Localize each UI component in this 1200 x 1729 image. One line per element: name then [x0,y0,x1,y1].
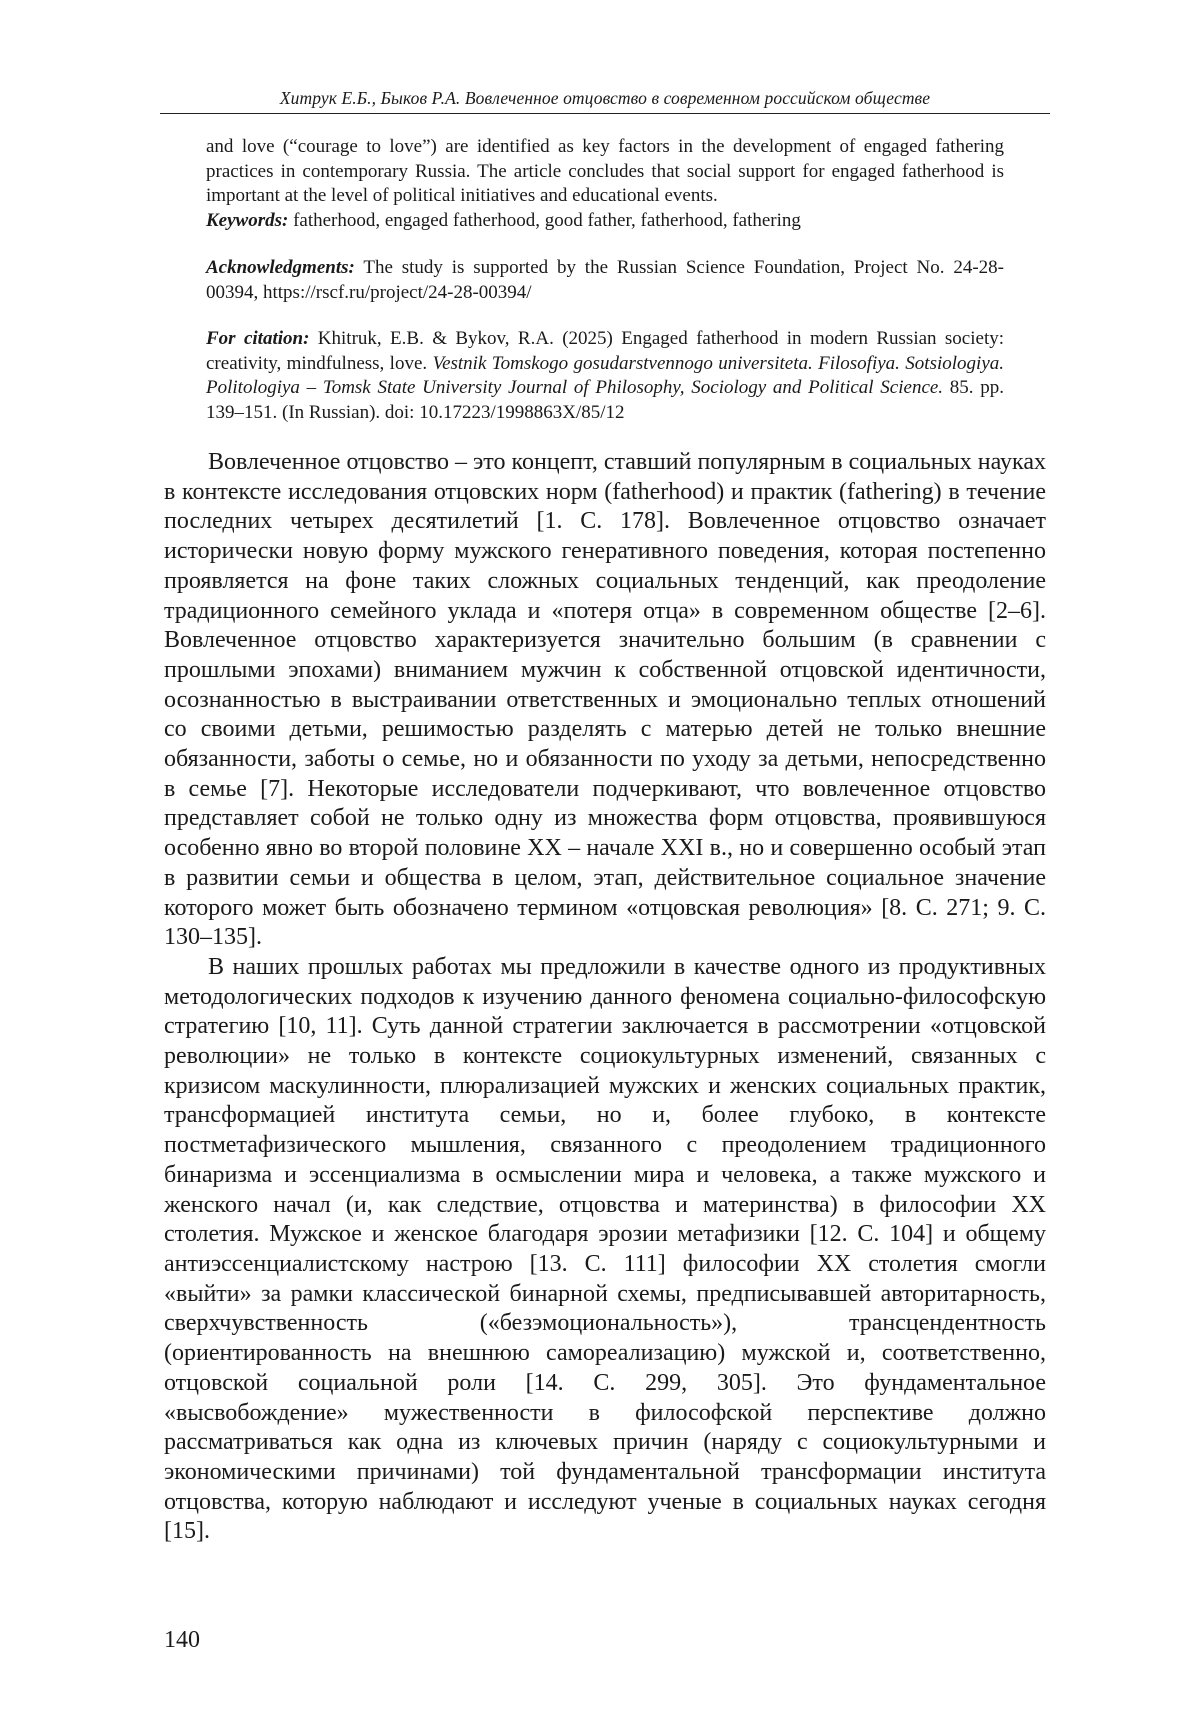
keywords-label: Keywords: [206,209,289,231]
citation-details: 85. pp. 139–151. (In Russian). doi: 10.17223/1998863X/85/12 [206,377,1005,423]
page-number: 140 [164,1627,200,1653]
body-paragraph-2: В наших прошлых работах мы предложили в качестве одного из продуктивных методологических подходов к изучению данного феномена социально-философскую стратегию [10, 11]. Суть данной стратегии заключается в рассмотрении «отцовской революции» не только в контексте социокультурных изменений, связанных с кризисом маскулинности, плюрализацией мужских и женских социальных практик, трансформацией института семьи, но и, более глубоко, в контексте постметафизического мышления, связанного с преодолением традиционного бинаризма и эссенциализма в осмыслении мира и человека, а также мужского и женского начал (и, как следствие, отцовства и материнства) в философии XX столетия. Мужское и женское благодаря эрозии метафизики [12. С. 104] и общему антиэссенциалистскому настрою [13. С. 111] философии XX столетия смогли «выйти» за рамки классической бинарной схемы, предписывавшей авторитарность, сверхчувственность («безэмоциональность»), трансцендентность (ориентированность на внешнюю самореализацию) мужской и, соответственно, отцовской социальной роли [14. С. 299, 305]. Это фундаментальное «высвобождение» мужественности в философской перспективе должно рассматриваться как одна из ключевых причин (наряду с социокультурными и экономическими причинами) той фундаментальной трансформации института отцовства, которую наблюдают и исследуют ученые в социальных науках сегодня [15]. [164,953,1046,1545]
keywords-text: fatherhood, engaged fatherhood, good father, fatherhood, fathering [293,209,801,231]
citation-label: For citation: [206,328,310,349]
citation-authors-title: Khitruk, E.B. & Bykov, R.A. (2025) Engaged fatherhood in modern Russian society: creativity, mindfulness, love. [206,328,1005,374]
main-text [164,448,1046,1547]
abstract-block [206,135,1004,233]
acknowledgments-label: Acknowledgments: [206,257,355,278]
keywords-line [206,209,1004,234]
acknowledgments-block [206,256,1004,305]
citation-block [206,327,1004,425]
acknowledgments-text: The study is supported by the Russian Science Foundation, Project No. 24-28-00394, https://rscf.ru/project/24-28-00394/ [206,257,1004,303]
header-rule [160,113,1050,114]
abstract-continuation: and love (“courage to love”) are identified as key factors in the development of engaged fathering practices in contemporary Russia. The article concludes that social support for engaged fatherhood is important at the level of political initiatives and educational events. [206,136,1004,207]
running-header: Хитрук Е.Б., Быков Р.А. Вовлеченное отцовство в современном российском обществе [279,88,931,108]
body-paragraph-1: Вовлеченное отцовство – это концепт, ставший популярным в социальных науках в контексте исследования отцовских норм (fatherhood) и практик (fathering) в течение последних четырех десятилетий [1. С. 178]. Вовлеченное отцовство означает исторически новую форму мужского генеративного поведения, которая постепенно проявляется на фоне таких сложных социальных тенденций, как преодоление традиционного семейного уклада и «потеря отца» в современном обществе [2–6]. Вовлеченное отцовство характеризуется значительно большим (в сравнении с прошлыми эпохами) вниманием мужчин к собственной отцовской идентичности, осознанностью в выстраивании ответственных и эмоционально теплых отношений со своими детьми, решимостью разделять с матерью детей не только внешние обязанности, заботы о семье, но и обязанности по уходу за детьми, непосредственно в семье [7]. Некоторые исследователи подчеркивают, что вовлеченное отцовство представляет собой не только одну из множества форм отцовства, проявившуюся особенно явно во второй половине XX – начале XXI в., но и совершенно особый этап в развитии семьи и общества в целом, этап, действительное социальное значение которого может быть обозначено термином «отцовская революция» [8. С. 271; 9. С. 130–135]. [164,449,1046,951]
citation-journal: Vestnik Tomskogo gosudarstvennogo universiteta. Filosofiya. Sotsiologiya. Politologiya – Tomsk State University Journal of Philosophy, Sociology and Political Science. [206,352,1005,399]
